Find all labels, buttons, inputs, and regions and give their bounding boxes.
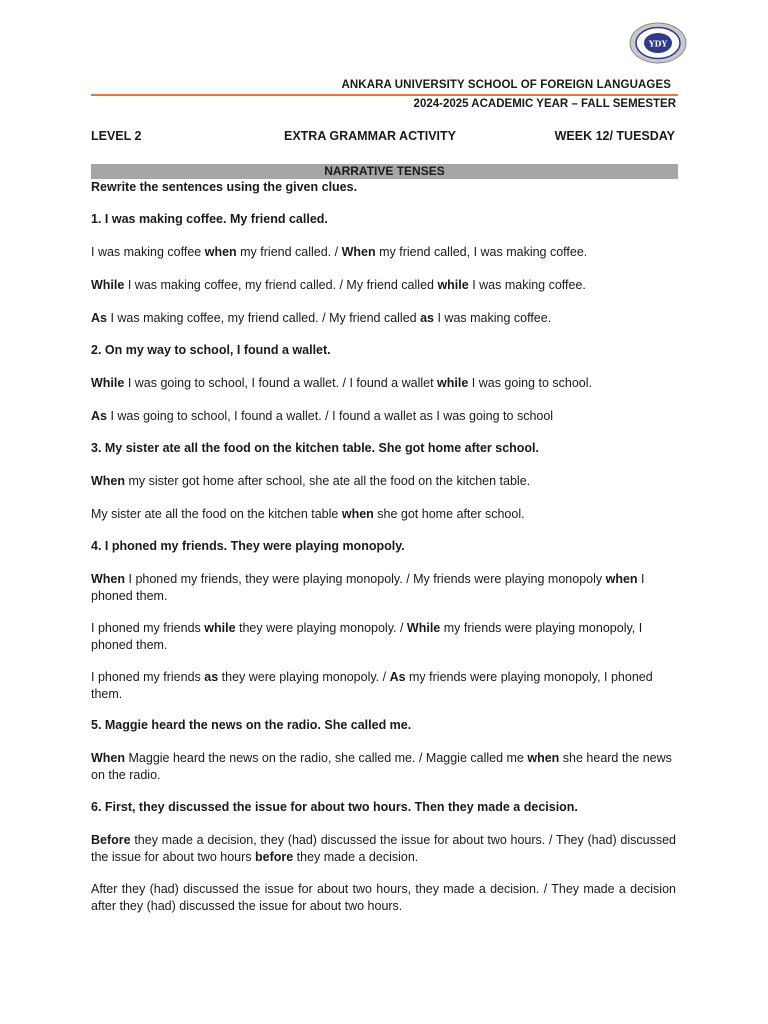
keyword: Before bbox=[91, 833, 131, 847]
answer bbox=[91, 277, 676, 294]
answer-text: I was going to school, I found a wallet. / I found a wallet bbox=[124, 376, 438, 390]
level-label: LEVEL 2 bbox=[91, 129, 142, 143]
keyword: When bbox=[91, 572, 126, 586]
section-title: NARRATIVE TENSES bbox=[91, 164, 678, 179]
keyword: while bbox=[204, 621, 236, 635]
keyword: As bbox=[91, 311, 107, 325]
answer bbox=[91, 881, 676, 914]
answer-text: I was going to school. bbox=[468, 376, 592, 390]
question-prompt: 5. Maggie heard the news on the radio. She called me. bbox=[91, 718, 412, 732]
answer-text: she heard the news on the radio. bbox=[91, 751, 672, 782]
keyword: As bbox=[91, 409, 107, 423]
answer-text: my friends were playing monopoly, I phoned them. bbox=[91, 621, 643, 652]
keyword: When bbox=[91, 751, 126, 765]
question-prompt: 2. On my way to school, I found a wallet. bbox=[91, 343, 331, 357]
keyword: When bbox=[91, 474, 126, 488]
logo-text: YDY bbox=[648, 38, 668, 49]
keyword: As bbox=[389, 670, 406, 684]
answer bbox=[91, 669, 676, 702]
question-prompt: 4. I phoned my friends. They were playing monopoly. bbox=[91, 539, 405, 553]
week-label: WEEK 12/ TUESDAY bbox=[554, 129, 675, 143]
header-divider bbox=[91, 94, 678, 96]
answer bbox=[91, 244, 676, 261]
answer-text: I phoned them. bbox=[91, 572, 645, 603]
answer bbox=[91, 571, 676, 604]
university-logo bbox=[629, 22, 687, 64]
answer-text: I was making coffee. bbox=[468, 278, 586, 292]
answer-text: I phoned my friends, they were playing monopoly. / My friends were playing monopoly bbox=[125, 572, 606, 586]
answer-text: After they (had) discussed the issue for about two hours, they made a decision. / They made a decision after they (had) discussed the issue for about two hours. bbox=[91, 882, 676, 913]
answer bbox=[91, 408, 676, 425]
answer bbox=[91, 310, 676, 327]
answer bbox=[91, 620, 676, 653]
answer-text: my friend called. / bbox=[236, 245, 342, 259]
answer-text: my friend called, I was making coffee. bbox=[375, 245, 588, 259]
keyword: as bbox=[204, 670, 219, 684]
keyword: While bbox=[91, 376, 125, 390]
answer bbox=[91, 832, 676, 865]
answer-text: they made a decision. bbox=[293, 849, 419, 864]
answer-text: I was making coffee, my friend called. / My friend called bbox=[124, 278, 438, 292]
keyword: While bbox=[91, 278, 125, 292]
answer-text: I was making coffee, my friend called. / My friend called bbox=[106, 311, 421, 325]
keyword: when bbox=[204, 245, 237, 259]
keyword: before bbox=[254, 849, 294, 864]
answer-text: they were playing monopoly. / bbox=[235, 621, 407, 635]
academic-year: 2024-2025 ACADEMIC YEAR – FALL SEMESTER bbox=[413, 98, 676, 110]
answer bbox=[91, 750, 676, 783]
question-prompt: 6. First, they discussed the issue for about two hours. Then they made a decision. bbox=[91, 800, 578, 814]
answer-text: she got home after school. bbox=[373, 507, 525, 521]
answer-text: I was making coffee. bbox=[434, 311, 552, 325]
answer-text: I phoned my friends bbox=[91, 670, 205, 684]
answer-text: My sister ate all the food on the kitchen table bbox=[91, 507, 342, 521]
school-name: ANKARA UNIVERSITY SCHOOL OF FOREIGN LANGUAGES bbox=[341, 79, 671, 91]
keyword: as bbox=[420, 311, 434, 325]
answer-text: my sister got home after school, she ate all the food on the kitchen table. bbox=[125, 474, 531, 488]
answer-text: I was making coffee bbox=[91, 245, 205, 259]
keyword: when bbox=[341, 507, 374, 521]
keyword: when bbox=[605, 572, 638, 586]
answer-text: they made a decision, they (had) discussed the issue for about two hours. / They (had) discussed the issue for about two hours bbox=[91, 833, 676, 864]
answer bbox=[91, 375, 676, 392]
keyword: while bbox=[437, 278, 469, 292]
question-prompt: 3. My sister ate all the food on the kitchen table. She got home after school. bbox=[91, 441, 539, 455]
answer bbox=[91, 473, 676, 490]
answer-text: Maggie heard the news on the radio, she called me. / Maggie called me bbox=[125, 751, 528, 765]
activity-label: EXTRA GRAMMAR ACTIVITY bbox=[284, 129, 456, 143]
answer-text: I phoned my friends bbox=[91, 621, 205, 635]
question-prompt: 1. I was making coffee. My friend called. bbox=[91, 212, 328, 226]
keyword: While bbox=[406, 621, 441, 635]
keyword: When bbox=[341, 245, 376, 259]
answer-text: my friends were playing monopoly, I phoned them. bbox=[91, 670, 653, 701]
keyword: when bbox=[527, 751, 560, 765]
instructions: Rewrite the sentences using the given clues. bbox=[91, 180, 358, 194]
keyword: while bbox=[437, 376, 469, 390]
answer bbox=[91, 506, 676, 523]
meta-row bbox=[91, 129, 675, 145]
answer-text: I was going to school, I found a wallet. / I found a wallet as I was going to school bbox=[106, 409, 554, 423]
answer-text: they were playing monopoly. / bbox=[218, 670, 390, 684]
